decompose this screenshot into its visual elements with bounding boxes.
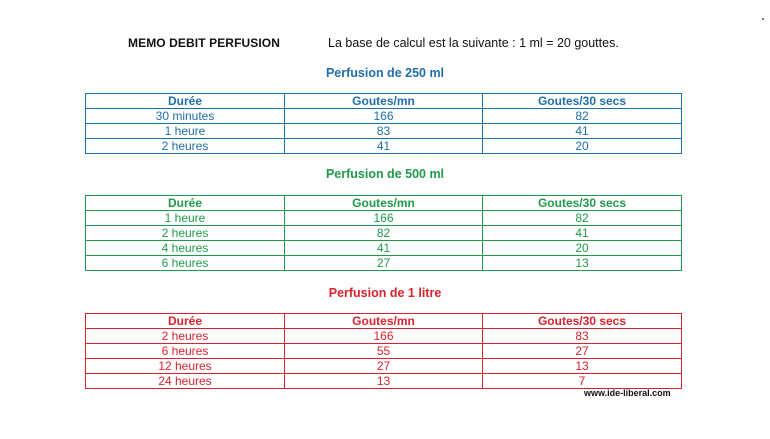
website-watermark: www.ide-liberal.com [584, 388, 671, 398]
table-row [86, 124, 682, 139]
table-row [86, 211, 682, 226]
table-row [86, 241, 682, 256]
table-row [86, 359, 682, 374]
cell-goutes-30s: 41 [483, 226, 682, 241]
cell-goutes-mn: 13 [285, 374, 483, 389]
table-row [86, 139, 682, 154]
cell-duree: 12 heures [86, 359, 285, 374]
page-header [0, 36, 770, 54]
section-title-1-litre: Perfusion de 1 litre [328, 286, 442, 300]
cell-duree: 2 heures [86, 139, 285, 154]
table-500ml [85, 195, 682, 271]
column-header-goutes-30s: Goutes/30 secs [483, 196, 682, 211]
calculation-basis: La base de calcul est la suivante : 1 ml = 20 gouttes. [328, 36, 619, 50]
cell-goutes-mn: 82 [285, 226, 483, 241]
cell-duree: 2 heures [86, 329, 285, 344]
table-row [86, 256, 682, 271]
cell-goutes-30s: 20 [483, 241, 682, 256]
cell-goutes-30s: 41 [483, 124, 682, 139]
column-header-duree: Durée [86, 196, 285, 211]
cell-goutes-30s: 27 [483, 344, 682, 359]
section-title-250ml: Perfusion de 250 ml [325, 66, 445, 80]
cell-goutes-30s: 82 [483, 211, 682, 226]
cell-goutes-mn: 27 [285, 359, 483, 374]
cell-duree: 24 heures [86, 374, 285, 389]
cell-duree: 4 heures [86, 241, 285, 256]
table-row [86, 374, 682, 389]
cell-goutes-mn: 41 [285, 139, 483, 154]
cell-goutes-mn: 166 [285, 109, 483, 124]
table-header-row [86, 196, 682, 211]
column-header-goutes-30s: Goutes/30 secs [483, 314, 682, 329]
cell-goutes-mn: 83 [285, 124, 483, 139]
cell-duree: 1 heure [86, 211, 285, 226]
table-row [86, 344, 682, 359]
cell-duree: 1 heure [86, 124, 285, 139]
table-row [86, 226, 682, 241]
column-header-duree: Durée [86, 314, 285, 329]
table-header-row [86, 94, 682, 109]
cell-goutes-30s: 13 [483, 256, 682, 271]
column-header-duree: Durée [86, 94, 285, 109]
table-row [86, 109, 682, 124]
memo-title: MEMO DEBIT PERFUSION [128, 36, 281, 50]
cell-goutes-30s: 13 [483, 359, 682, 374]
cell-goutes-30s: 20 [483, 139, 682, 154]
column-header-goutes-mn: Goutes/mn [285, 94, 483, 109]
table-250ml [85, 93, 682, 154]
table-1-litre [85, 313, 682, 389]
cell-goutes-30s: 82 [483, 109, 682, 124]
cell-goutes-30s: 83 [483, 329, 682, 344]
cell-duree: 6 heures [86, 344, 285, 359]
cell-goutes-mn: 166 [285, 211, 483, 226]
cell-duree: 2 heures [86, 226, 285, 241]
cell-duree: 6 heures [86, 256, 285, 271]
cell-duree: 30 minutes [86, 109, 285, 124]
table-row [86, 329, 682, 344]
section-title-500ml: Perfusion de 500 ml [325, 167, 445, 181]
table-header-row [86, 314, 682, 329]
cell-goutes-mn: 55 [285, 344, 483, 359]
column-header-goutes-30s: Goutes/30 secs [483, 94, 682, 109]
column-header-goutes-mn: Goutes/mn [285, 196, 483, 211]
column-header-goutes-mn: Goutes/mn [285, 314, 483, 329]
cell-goutes-30s: 7 [483, 374, 682, 389]
corner-dot [762, 18, 764, 20]
cell-goutes-mn: 41 [285, 241, 483, 256]
cell-goutes-mn: 166 [285, 329, 483, 344]
cell-goutes-mn: 27 [285, 256, 483, 271]
